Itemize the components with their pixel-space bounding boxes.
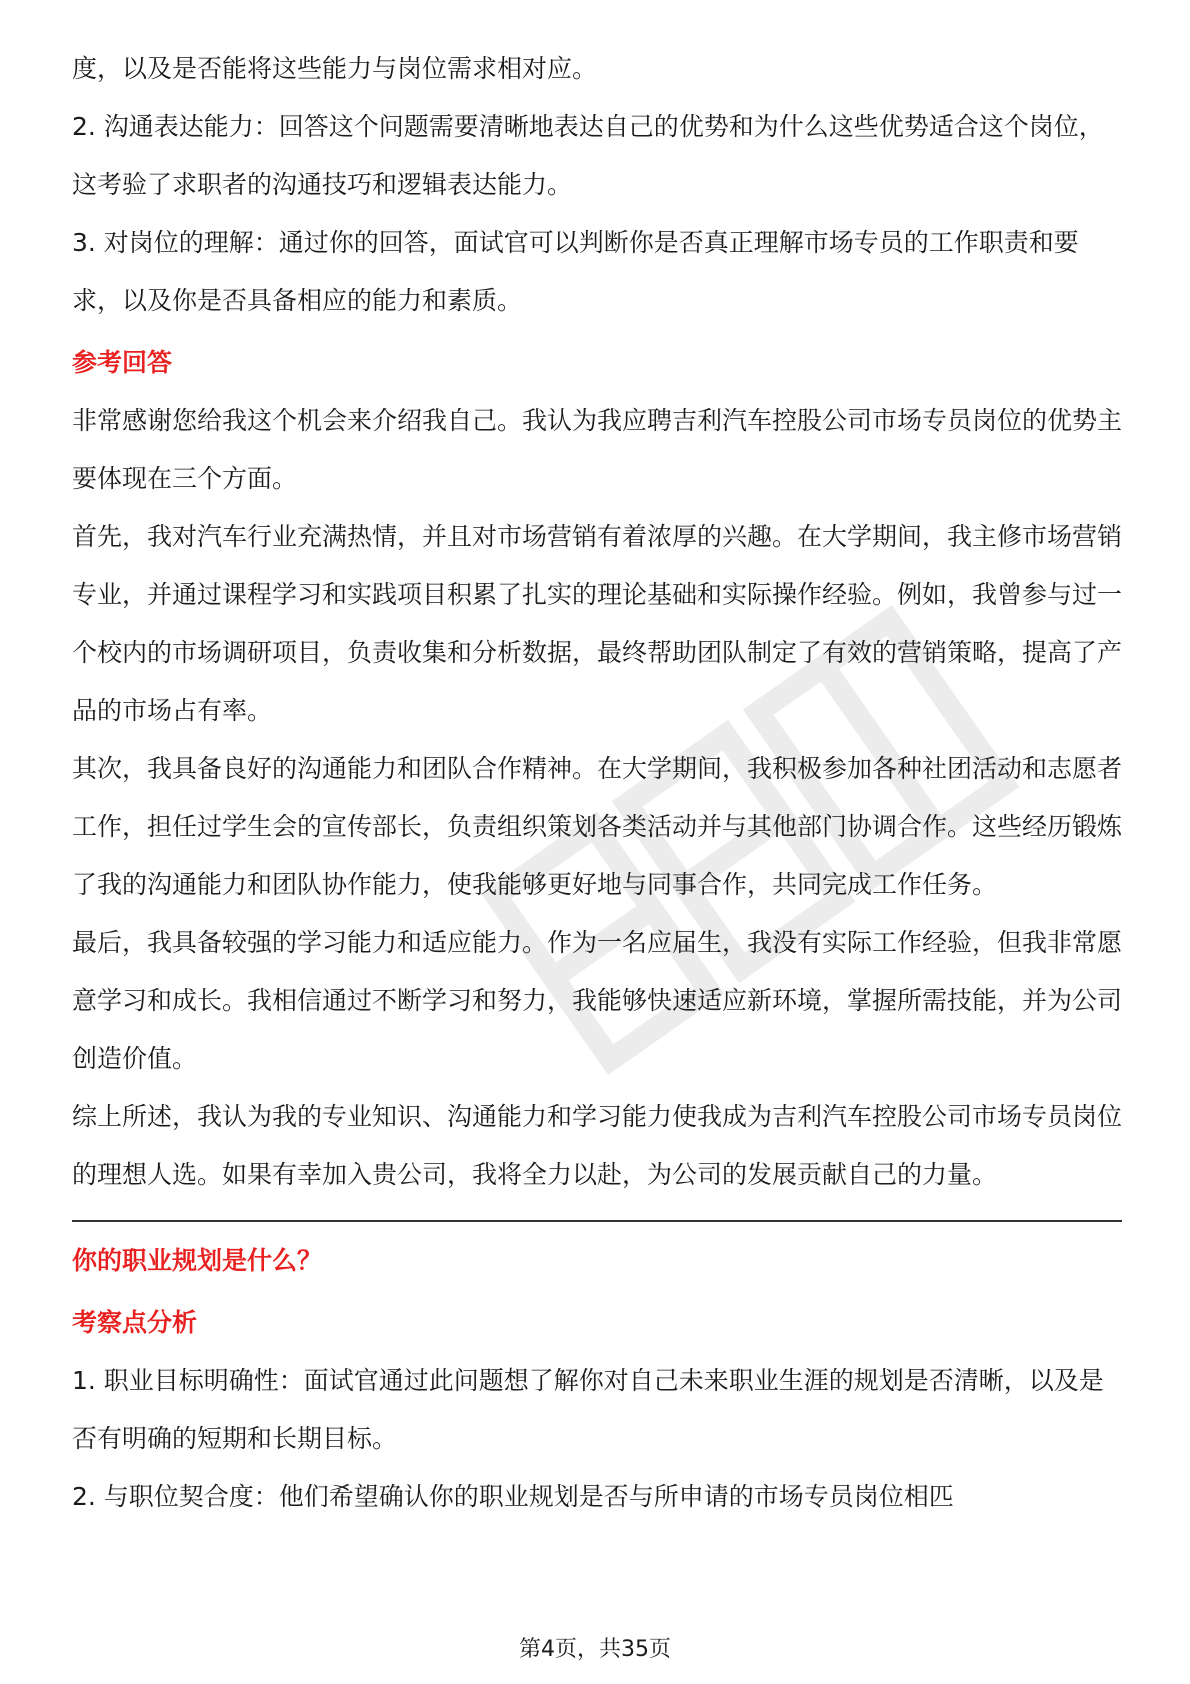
analysis-point: 2. 与职位契合度：他们希望确认你的职业规划是否与所申请的市场专员岗位相匹 [72, 1482, 954, 1511]
section-divider [72, 1220, 1122, 1222]
page-content [72, 40, 1122, 1526]
analysis-heading: 考察点分析 [72, 1308, 198, 1337]
answer-paragraph: 其次，我具备良好的沟通能力和团队合作精神。在大学期间，我积极参加各种社团活动和志愿者工作，担任过学生会的宣传部长，负责组织策划各类活动并与其他部门协调合作。这些经历锻炼了我的沟通能力和团队协作能力，使我能够更好地与同事合作，共同完成工作任务。 [72, 754, 1123, 899]
question-title: 你的职业规划是什么？ [72, 1246, 323, 1275]
answer-paragraph: 最后，我具备较强的学习能力和适应能力。作为一名应届生，我没有实际工作经验，但我非常愿意学习和成长。我相信通过不断学习和努力，我能够快速适应新环境，掌握所需技能，并为公司创造价值。 [72, 928, 1123, 1073]
text-line: 度，以及是否能将这些能力与岗位需求相对应。 [72, 54, 598, 83]
analysis-point: 1. 职业目标明确性：面试官通过此问题想了解你对自己未来职业生涯的规划是否清晰，以及是否有明确的短期和长期目标。 [72, 1366, 1104, 1453]
reference-answer-heading: 参考回答 [72, 348, 173, 377]
point-role-understanding: 3. 对岗位的理解：通过你的回答，面试官可以判断你是否真正理解市场专员的工作职责和要求，以及你是否具备相应的能力和素质。 [72, 228, 1079, 315]
answer-paragraph: 非常感谢您给我这个机会来介绍我自己。我认为我应聘吉利汽车控股公司市场专员岗位的优势主要体现在三个方面。 [72, 406, 1123, 493]
page-number: 第4页，共35页 [519, 1637, 671, 1662]
answer-paragraph: 综上所述，我认为我的专业知识、沟通能力和学习能力使我成为吉利汽车控股公司市场专员岗位的理想人选。如果有幸加入贵公司，我将全力以赴，为公司的发展贡献自己的力量。 [72, 1102, 1123, 1189]
point-communication: 2. 沟通表达能力：回答这个问题需要清晰地表达自己的优势和为什么这些优势适合这个岗位，这考验了求职者的沟通技巧和逻辑表达能力。 [72, 112, 1104, 199]
answer-paragraph: 首先，我对汽车行业充满热情，并且对市场营销有着浓厚的兴趣。在大学期间，我主修市场营销专业，并通过课程学习和实践项目积累了扎实的理论基础和实际操作经验。例如，我曾参与过一个校内的市场调研项目，负责收集和分析数据，最终帮助团队制定了有效的营销策略，提高了产品的市场占有率。 [72, 522, 1123, 725]
